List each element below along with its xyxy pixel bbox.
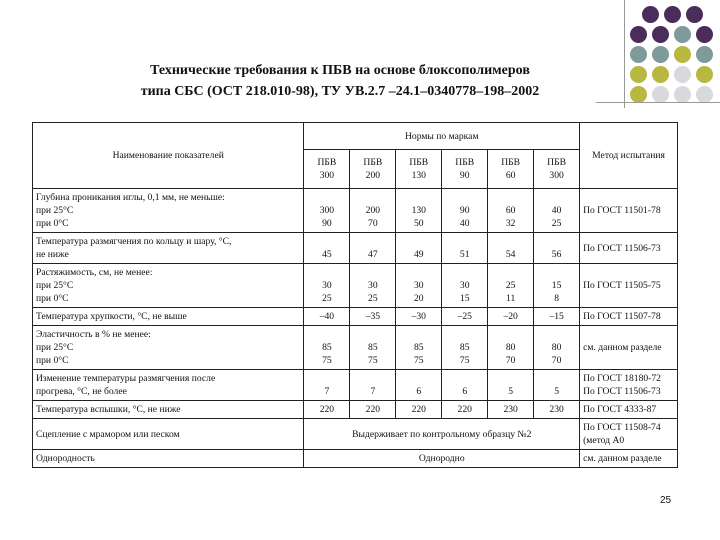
row-value: 200 70	[350, 189, 396, 233]
dot	[674, 26, 691, 43]
row-value: 85 75	[442, 326, 488, 370]
row-method: см. данном разделе	[580, 450, 678, 468]
row-value: 220	[396, 401, 442, 419]
row-value: 15 8	[534, 264, 580, 308]
page-number: 25	[660, 495, 672, 506]
row-value: 80 70	[534, 326, 580, 370]
row-value: 7	[304, 370, 350, 401]
dot	[630, 86, 647, 103]
row-name: Эластичность в % не менее: при 25°С при 0°С	[33, 326, 304, 370]
dot	[664, 6, 681, 23]
row-value: 220	[304, 401, 350, 419]
row-name: Изменение температуры размягчения после прогрева, °С, не более	[33, 370, 304, 401]
row-value: 25 11	[488, 264, 534, 308]
row-value: 130 50	[396, 189, 442, 233]
row-name: Однородность	[33, 450, 304, 468]
decorative-horizontal-line	[596, 102, 720, 103]
grade-header: ПБВ 90	[442, 150, 488, 189]
row-value: Однородно	[304, 450, 580, 468]
dot	[652, 26, 669, 43]
table-row	[33, 264, 678, 308]
row-value: 30 25	[350, 264, 396, 308]
row-value: 49	[396, 233, 442, 264]
row-method: По ГОСТ 11506-73	[580, 233, 678, 264]
row-value: 47	[350, 233, 396, 264]
row-value: 60 32	[488, 189, 534, 233]
row-value: –40	[304, 308, 350, 326]
row-value: 85 75	[350, 326, 396, 370]
row-value: Выдерживает по контрольному образцу №2	[304, 419, 580, 450]
row-method: см. данном разделе	[580, 326, 678, 370]
row-method: По ГОСТ 11501-78	[580, 189, 678, 233]
row-value: 85 75	[396, 326, 442, 370]
dot	[630, 66, 647, 83]
table-row	[33, 308, 678, 326]
table-row	[33, 401, 678, 419]
table-row	[33, 419, 678, 450]
table-row	[33, 370, 678, 401]
row-value: 30 25	[304, 264, 350, 308]
table-row	[33, 189, 678, 233]
grade-header: ПБВ 300	[534, 150, 580, 189]
row-value: 220	[350, 401, 396, 419]
row-name: Температура хрупкости, °С, не выше	[33, 308, 304, 326]
dot	[686, 6, 703, 23]
row-method: По ГОСТ 11507-78	[580, 308, 678, 326]
decorative-vertical-line	[624, 0, 625, 108]
row-value: 300 90	[304, 189, 350, 233]
dot	[674, 46, 691, 63]
dot	[630, 46, 647, 63]
row-value: 230	[534, 401, 580, 419]
row-value: 5	[534, 370, 580, 401]
row-value: –15	[534, 308, 580, 326]
row-value: 6	[396, 370, 442, 401]
row-name: Растяжимость, см, не менее: при 25°С при 0°С	[33, 264, 304, 308]
row-value: 54	[488, 233, 534, 264]
dot	[642, 6, 659, 23]
row-value: 56	[534, 233, 580, 264]
table-row	[33, 326, 678, 370]
row-value: 6	[442, 370, 488, 401]
dot	[674, 86, 691, 103]
dot	[696, 46, 713, 63]
dot	[630, 26, 647, 43]
row-name: Температура размягчения по кольцу и шару, °С, не ниже	[33, 233, 304, 264]
row-value: 45	[304, 233, 350, 264]
header-row-norms	[33, 123, 678, 150]
header-method: Метод испытания	[580, 123, 678, 189]
row-value: 230	[488, 401, 534, 419]
title-line-1: Технические требования к ПБВ на основе блоксополимеров	[150, 63, 530, 78]
row-value: –25	[442, 308, 488, 326]
row-method: По ГОСТ 4333-87	[580, 401, 678, 419]
row-value: 51	[442, 233, 488, 264]
grade-header: ПБВ 300	[304, 150, 350, 189]
row-name: Глубина проникания иглы, 0,1 мм, не меньше: при 25°С при 0°С	[33, 189, 304, 233]
row-value: –35	[350, 308, 396, 326]
dot	[652, 66, 669, 83]
row-method: По ГОСТ 11505-75	[580, 264, 678, 308]
row-value: 7	[350, 370, 396, 401]
dot	[652, 86, 669, 103]
row-method: По ГОСТ 18180-72 По ГОСТ 11506-73	[580, 370, 678, 401]
row-value: 30 15	[442, 264, 488, 308]
row-value: 40 25	[534, 189, 580, 233]
title-line-2: типа СБС (ОСТ 218.010-98), ТУ УВ.2.7 –24.1–0340778–198–2002	[140, 84, 540, 99]
row-name: Температура вспышки, °С, не ниже	[33, 401, 304, 419]
header-name-col: Наименование показателей	[33, 123, 304, 189]
row-value: 80 70	[488, 326, 534, 370]
row-method: По ГОСТ 11508-74 (метод А0	[580, 419, 678, 450]
grade-header: ПБВ 60	[488, 150, 534, 189]
header-norms: Нормы по маркам	[304, 123, 580, 150]
row-name: Сцепление с мрамором или песком	[33, 419, 304, 450]
dot	[696, 26, 713, 43]
table-body	[33, 189, 678, 468]
row-value: 85 75	[304, 326, 350, 370]
dot	[652, 46, 669, 63]
row-value: 30 20	[396, 264, 442, 308]
row-value: 5	[488, 370, 534, 401]
dot	[674, 66, 691, 83]
page-title	[60, 60, 620, 102]
table-row	[33, 233, 678, 264]
table-row	[33, 450, 678, 468]
dot	[696, 86, 713, 103]
row-value: 90 40	[442, 189, 488, 233]
row-value: –20	[488, 308, 534, 326]
row-value: 220	[442, 401, 488, 419]
dot	[696, 66, 713, 83]
requirements-table	[32, 122, 678, 468]
grade-header: ПБВ 200	[350, 150, 396, 189]
grade-header: ПБВ 130	[396, 150, 442, 189]
row-value: –30	[396, 308, 442, 326]
